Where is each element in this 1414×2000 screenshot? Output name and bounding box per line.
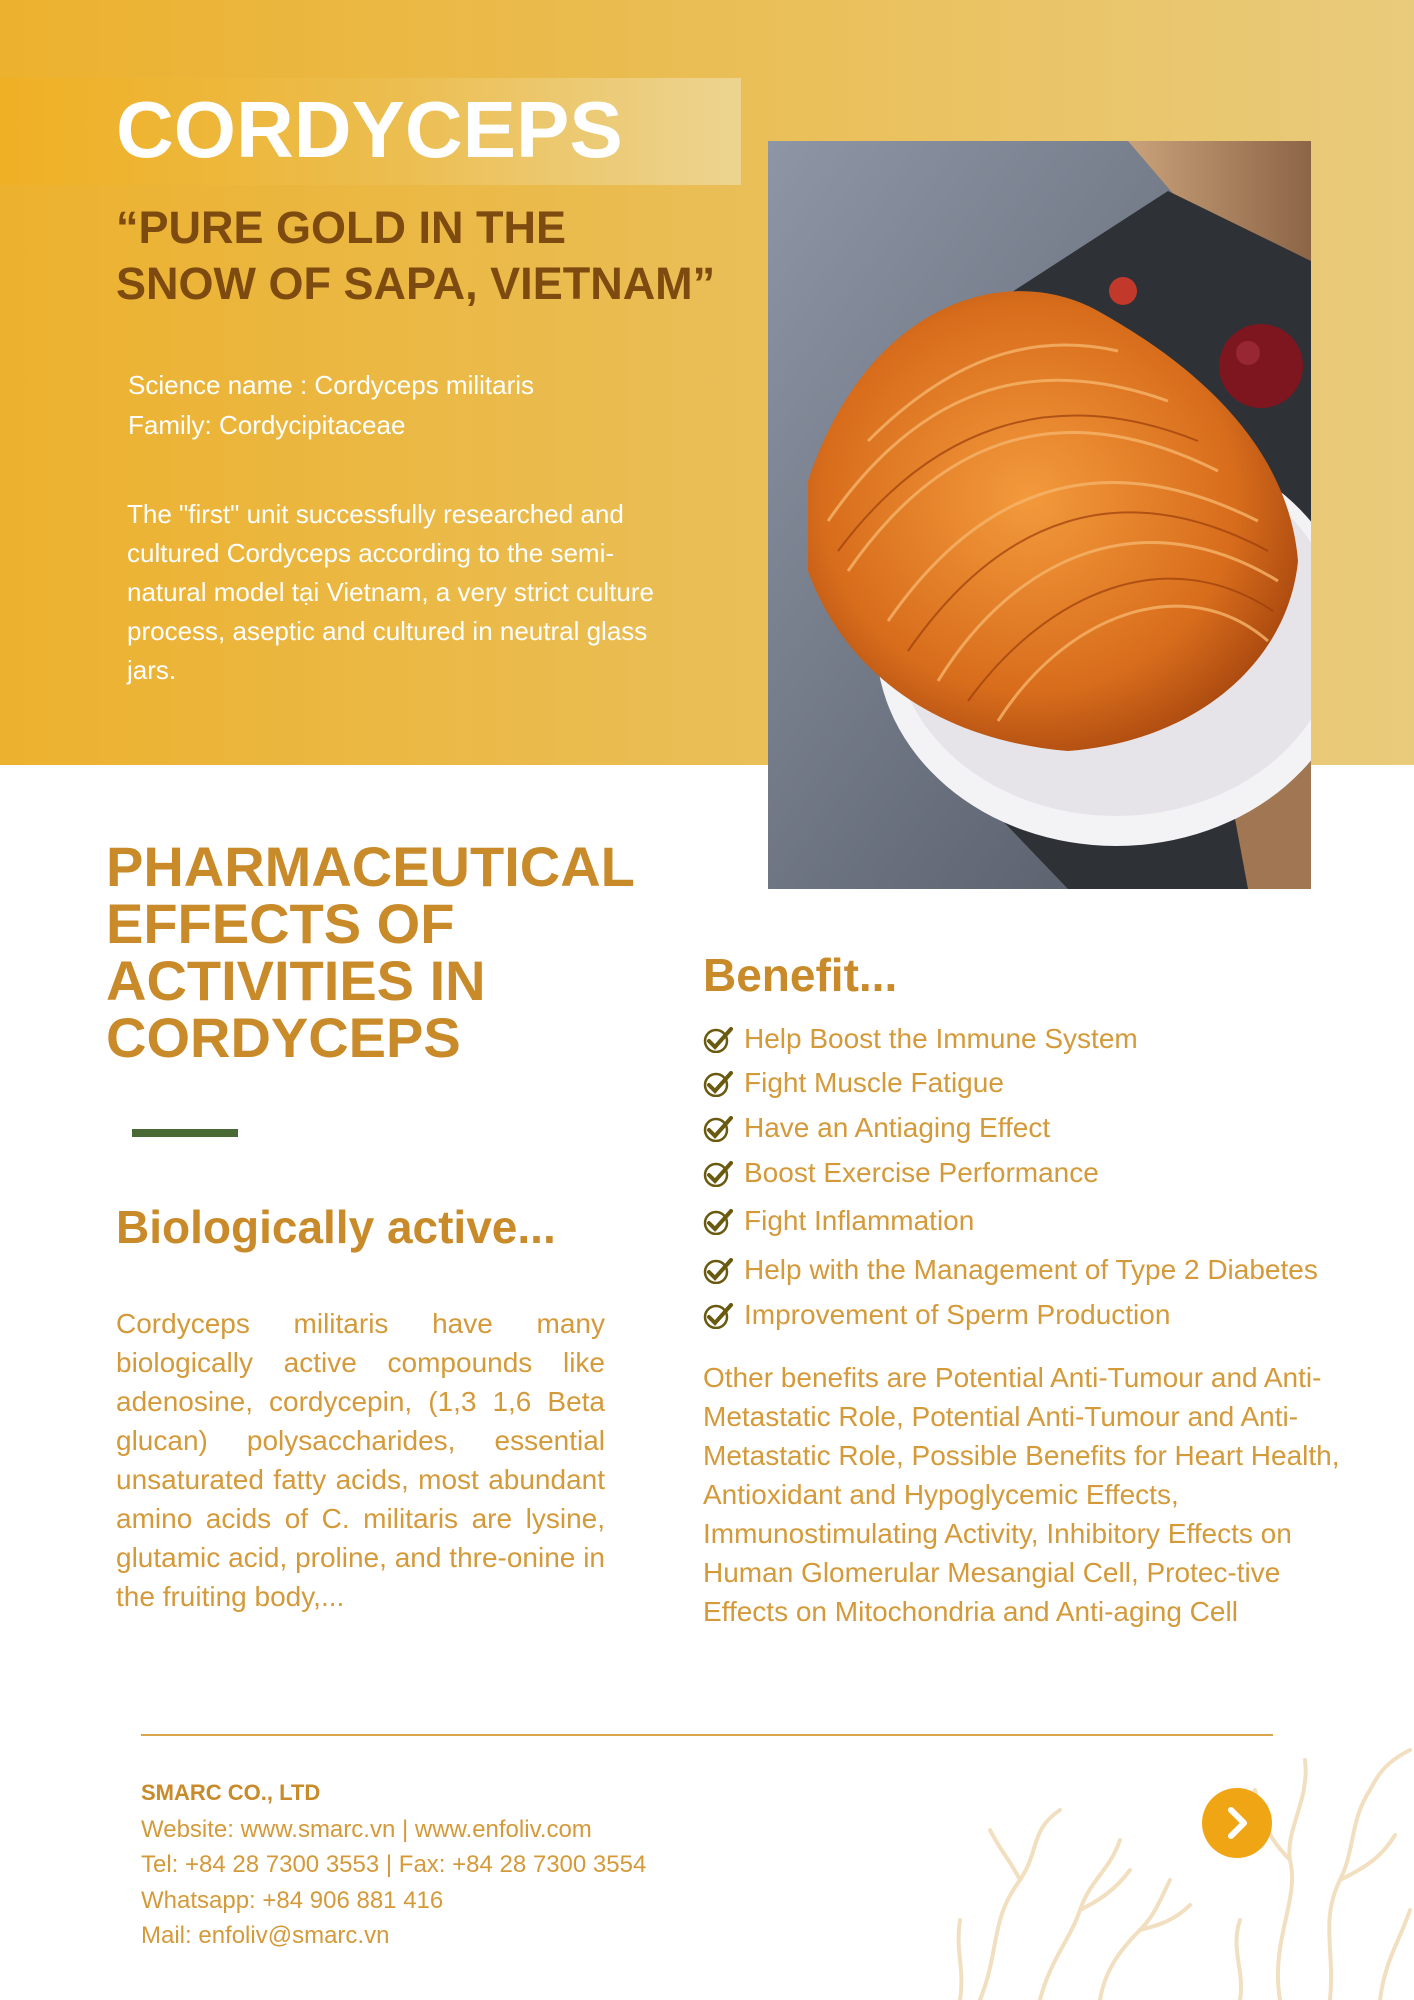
checkmark-icon (703, 1258, 733, 1284)
email-link[interactable]: Mail: enfoliv@smarc.vn (141, 1922, 390, 1949)
checkmark-icon (703, 1071, 733, 1097)
benefit-label: Boost Exercise Performance (744, 1157, 1099, 1188)
cordyceps-photo (768, 141, 1311, 889)
family-name: Family: Cordycipitaceae (128, 410, 406, 440)
science-name: Science name : Cordyceps militaris (128, 370, 535, 400)
checkmark-icon (703, 1209, 733, 1235)
chevron-right-icon (1202, 1788, 1272, 1858)
checkmark-icon (703, 1303, 733, 1329)
bio-heading: Biologically active... (116, 1201, 556, 1253)
benefit-label: Fight Inflammation (744, 1205, 975, 1236)
intro-paragraph: The "first" unit successfully researched and cultured Cordyceps according to the semi-natural model tại Vietnam, a very strict culture process, aseptic and cultured in neutral glass jars. (127, 499, 654, 685)
benefit-label: Have an Antiaging Effect (744, 1112, 1051, 1143)
checkmark-icon (703, 1161, 733, 1187)
page-subtitle: “PURE GOLD IN THE SNOW OF SAPA, VIETNAM” (116, 202, 716, 309)
benefit-label: Improvement of Sperm Production (744, 1299, 1171, 1330)
benefit-label: Help Boost the Immune System (744, 1023, 1138, 1054)
checkmark-icon (703, 1116, 733, 1142)
divider (132, 1129, 238, 1137)
phone-fax: Tel: +84 28 7300 3553 | Fax: +84 28 7300 3554 (141, 1851, 647, 1878)
benefit-label: Fight Muscle Fatigue (744, 1067, 1004, 1098)
page-title: CORDYCEPS (116, 85, 623, 174)
checkmark-icon (703, 1027, 733, 1053)
benefit-heading: Benefit... (703, 949, 898, 1001)
bio-paragraph: Cordyceps militaris have many biologically active compounds like adenosine, cordycepin, (1,3 1,6 Beta glucan) polysaccharides, essential unsaturated fatty acids, most abundant amino acids of C. militaris are lysine, glutamic acid, proline, and thre-onine in the fruiting body,... (116, 1308, 605, 1612)
benefit-label: Help with the Management of Type 2 Diabetes (744, 1254, 1318, 1285)
whatsapp-number: Whatsapp: +84 906 881 416 (141, 1887, 444, 1914)
taxonomy-info (128, 365, 534, 445)
website-link[interactable]: Website: www.smarc.vn | www.enfoliv.com (141, 1816, 592, 1843)
cordyceps-bowl-illustration (768, 141, 1311, 889)
company-name: SMARC CO., LTD (141, 1780, 321, 1805)
other-benefits-paragraph: Other benefits are Potential Anti-Tumour and Anti-Metastatic Role, Potential Anti-Tumour and Anti-Metastatic Role, Possible Benefits for Heart Health, Antioxidant and Hypoglycemic Effects, Immunostimulating Activity, Inhibitory Effects on Human Glomerular Mesangial Cell, Protec-tive Effects on Mitochondria and Anti-aging Cell (703, 1362, 1340, 1627)
pharma-heading: PHARMACEUTICAL EFFECTS OF ACTIVITIES IN CORDYCEPS (106, 835, 634, 1069)
coral-decoration (940, 1720, 1414, 2000)
next-button[interactable] (1202, 1788, 1272, 1858)
